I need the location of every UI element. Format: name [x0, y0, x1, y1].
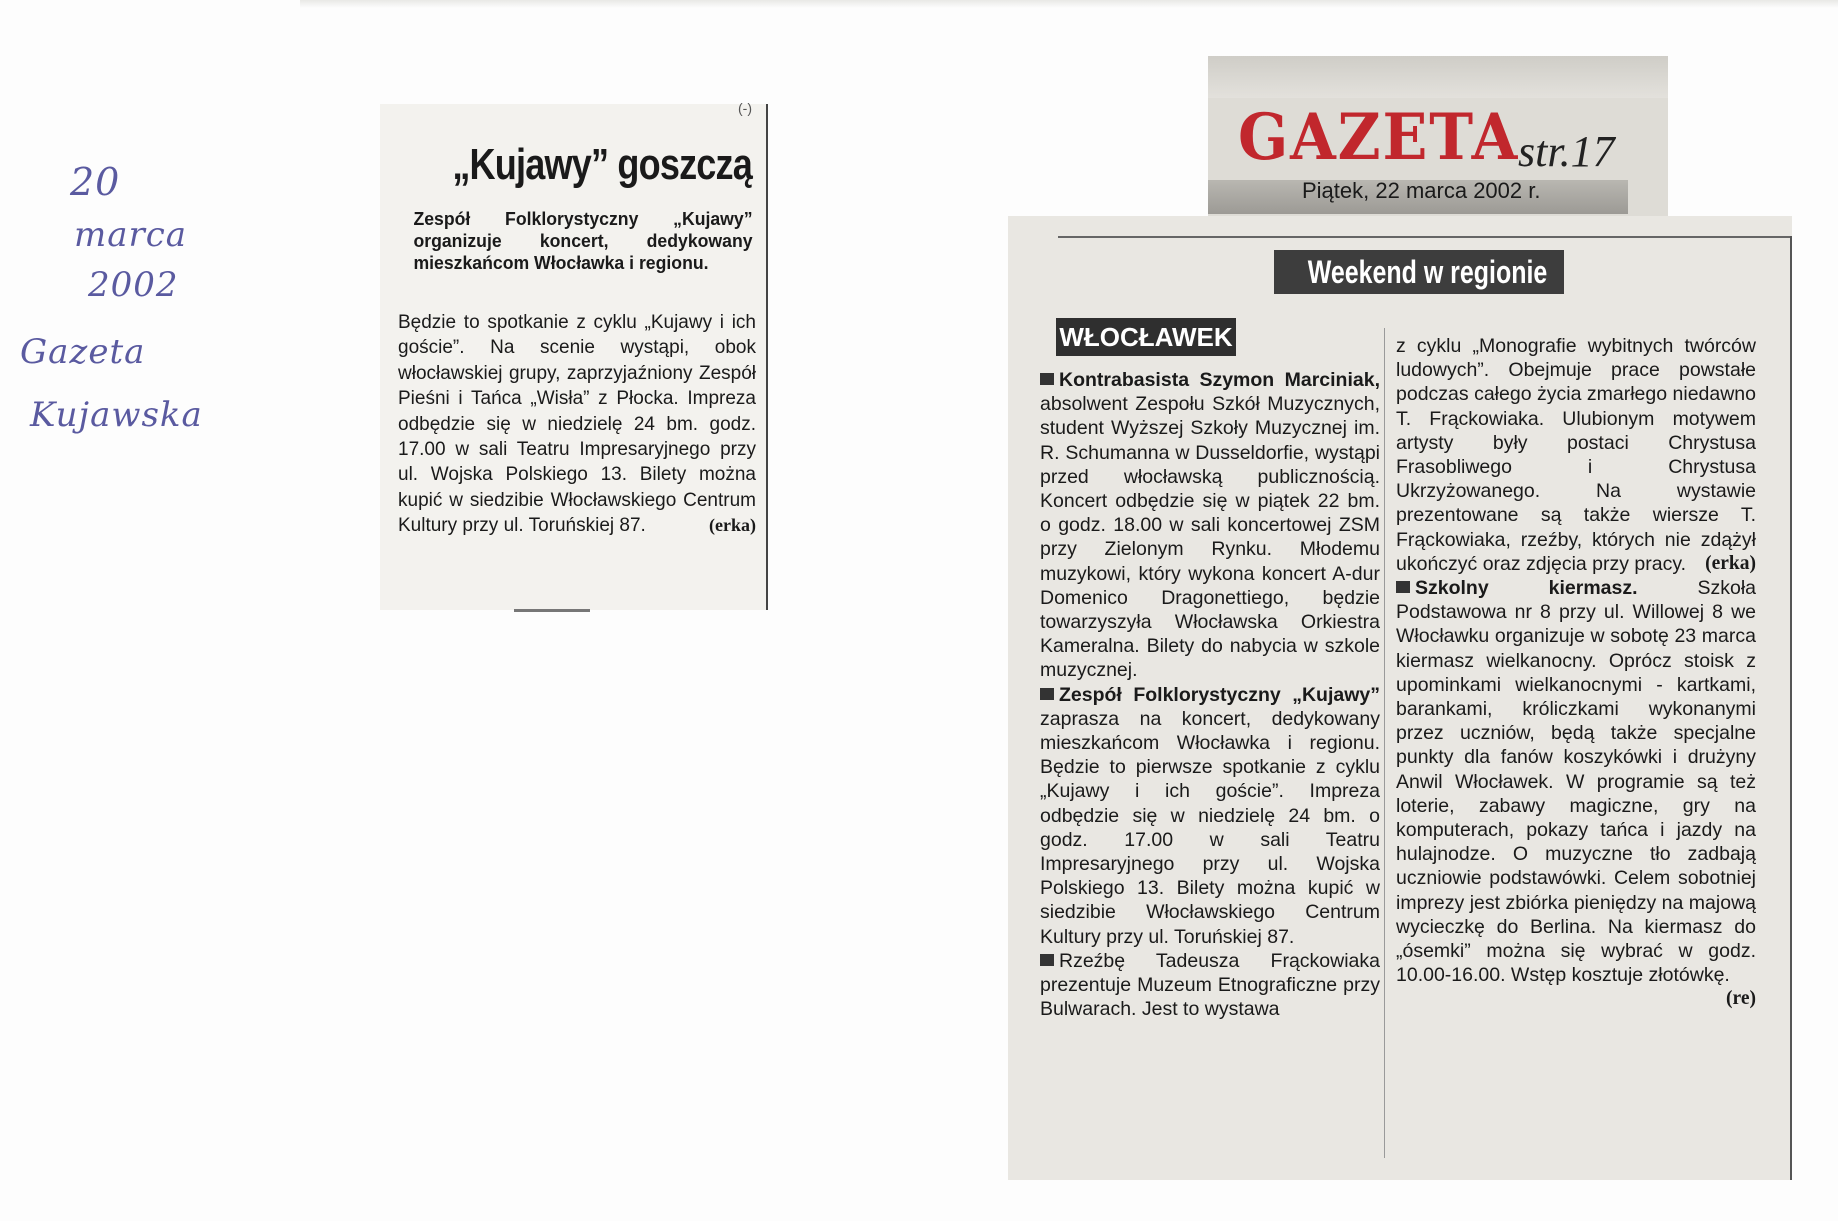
item-text: Szkoła Podstawowa nr 8 przy ul. Willowej 8 we Włocławku organizuje w sobotę 23 marca kiermasz wielkanocny. Oprócz stoisk z upominkami wielkanocnymi - kartkami, barankami, króliczkami wykonanymi przez uczniów, będą także specjalne punkty dla fanów koszykówki i drużyny Anwil Włocławek. W programie są też loterie, zabawy magiczne, gry na komputerach, pokazy tańca i jazdy na hulajnodze. O muzyczne tło zadbają uczniowie podstawówki. Celem sobotniej imprezy jest zbiórka pieniędzy na majową wycieczkę do Berlina. Na kiermasz do „ósemki” można się wybrać w godz. 10.00-16.00. Wstęp kosztuje złotówkę. — [1396, 577, 1757, 987]
item-signature: (re) — [1726, 988, 1756, 1010]
item-heading: Szkolny kiermasz. — [1415, 577, 1638, 600]
top-rule — [1058, 236, 1792, 238]
article-title: „Kujawy” goszczą — [452, 140, 752, 189]
article-body-text: Będzie to spotkanie z cyklu „Kujawy i ich goście”. Na scenie wystąpi, obok włocławskiej grupy, zaprzyjaźniony Zespół Pieśni i Tańca „Wisła” z Płocka. Impreza odbędzie się w niedzielę 24 bm. godz. 17.00 w sali Teatru Impresaryjnego przy ul. Wojska Polskiego 13. Bilety można kupić w siedzibie Włocławskiego Centrum Kultury przy ul. Toruńskiej 87. — [398, 312, 756, 537]
clipping-top-mark: (-) — [738, 100, 752, 116]
handwritten-note — [18, 150, 248, 480]
bullet-square-icon — [1396, 581, 1410, 593]
clipping-foot-rule — [514, 609, 590, 612]
right-clipping — [1008, 216, 1792, 1180]
note-month: marca — [74, 215, 188, 255]
masthead-bleed — [1208, 56, 1668, 98]
newspaper-name: GAZETA — [1238, 100, 1520, 175]
issue-date: Piątek, 22 marca 2002 r. — [1302, 178, 1541, 203]
scan-edge — [300, 0, 1838, 8]
article-lead: Zespół Folklorystyczny „Kujawy” organizuje koncert, dedykowany mieszkańcom Włocławka i regionu. — [413, 209, 753, 273]
bullet-square-icon — [1040, 688, 1054, 700]
news-item — [1040, 949, 1380, 1022]
note-source-1: Gazeta — [20, 332, 146, 372]
section-badge — [1274, 250, 1564, 294]
note-day: 20 — [70, 160, 121, 204]
item-text: Rzeźbę Tadeusza Frąckowiaka prezentuje Muzeum Etnograficzne przy Bulwarach. Jest to wystawa — [1040, 949, 1380, 1021]
city-badge: WŁOCŁAWEK — [1056, 318, 1236, 356]
column-2 — [1396, 334, 1756, 1012]
item-text: absolwent Zespołu Szkół Muzycznych, student Wyższej Szkoły Muzycznej im. R. Schumanna w Dusseldorfie, wystąpi przed włocławską publicznością. Koncert odbędzie się w piątek 22 bm. o godz. 18.00 w sali koncertowej ZSM przy Zielonym Rynku. Młodemu muzykowi, który wykona koncert A-dur Domenico Dragonettiego, będzie towarzyszyła Włocławska Orkiestra Kameralna. Bilety do nabycia w szkole muzycznej. — [1040, 393, 1380, 682]
item-heading: Kontrabasista Szymon Marciniak, — [1059, 369, 1380, 391]
column-divider — [1384, 328, 1385, 1158]
newspaper-masthead — [1208, 56, 1668, 226]
item-text: z cyklu „Monografie wybitnych twórców ludowych”. Obejmuje prace powstałe podczas całego życia zmarłego niedawno T. Frąckowiaka. Ulubionym motywem artysty były postaci Chrystusa Frasobliwego i Chrystusa Ukrzyżowanego. Na wystawie prezentowane są także wiersze T. Frąckowiaka, rzeźby, których nie zdążył ukończyć oraz zdjęcia przy pracy. — [1396, 335, 1756, 575]
column-1 — [1040, 368, 1380, 1021]
news-item-continued — [1396, 334, 1756, 576]
note-year: 2002 — [88, 265, 179, 305]
bullet-square-icon — [1040, 373, 1054, 385]
bullet-square-icon — [1040, 954, 1054, 966]
news-item — [1040, 683, 1380, 949]
item-text: zaprasza na koncert, dedykowany mieszkańcom Włocławka i regionu. Będzie to pierwsze spotkanie z cyklu „Kujawy i ich goście”. Impreza odbędzie się w niedzielę 24 bm. o godz. 17.00 w sali Teatru Impresaryjnego przy ul. Wojska Polskiego 13. Bilety można kupić w siedzibie Włocławskiego Centrum Kultury przy ul. Toruńskiej 87. — [1040, 707, 1380, 948]
news-item — [1396, 576, 1756, 1012]
right-rule — [1790, 236, 1792, 1180]
page-number: str.17 — [1518, 127, 1615, 176]
item-signature: (erka) — [1705, 552, 1756, 574]
left-clipping — [380, 100, 768, 610]
item-heading: Zespół Folklorystyczny „Kujawy” — [1059, 683, 1380, 706]
news-item — [1040, 368, 1380, 683]
note-source-2: Kujawska — [30, 395, 203, 435]
article-signature: (erka) — [709, 515, 756, 536]
section-title: Weekend w regionie — [1307, 254, 1548, 290]
article-body — [398, 310, 756, 539]
